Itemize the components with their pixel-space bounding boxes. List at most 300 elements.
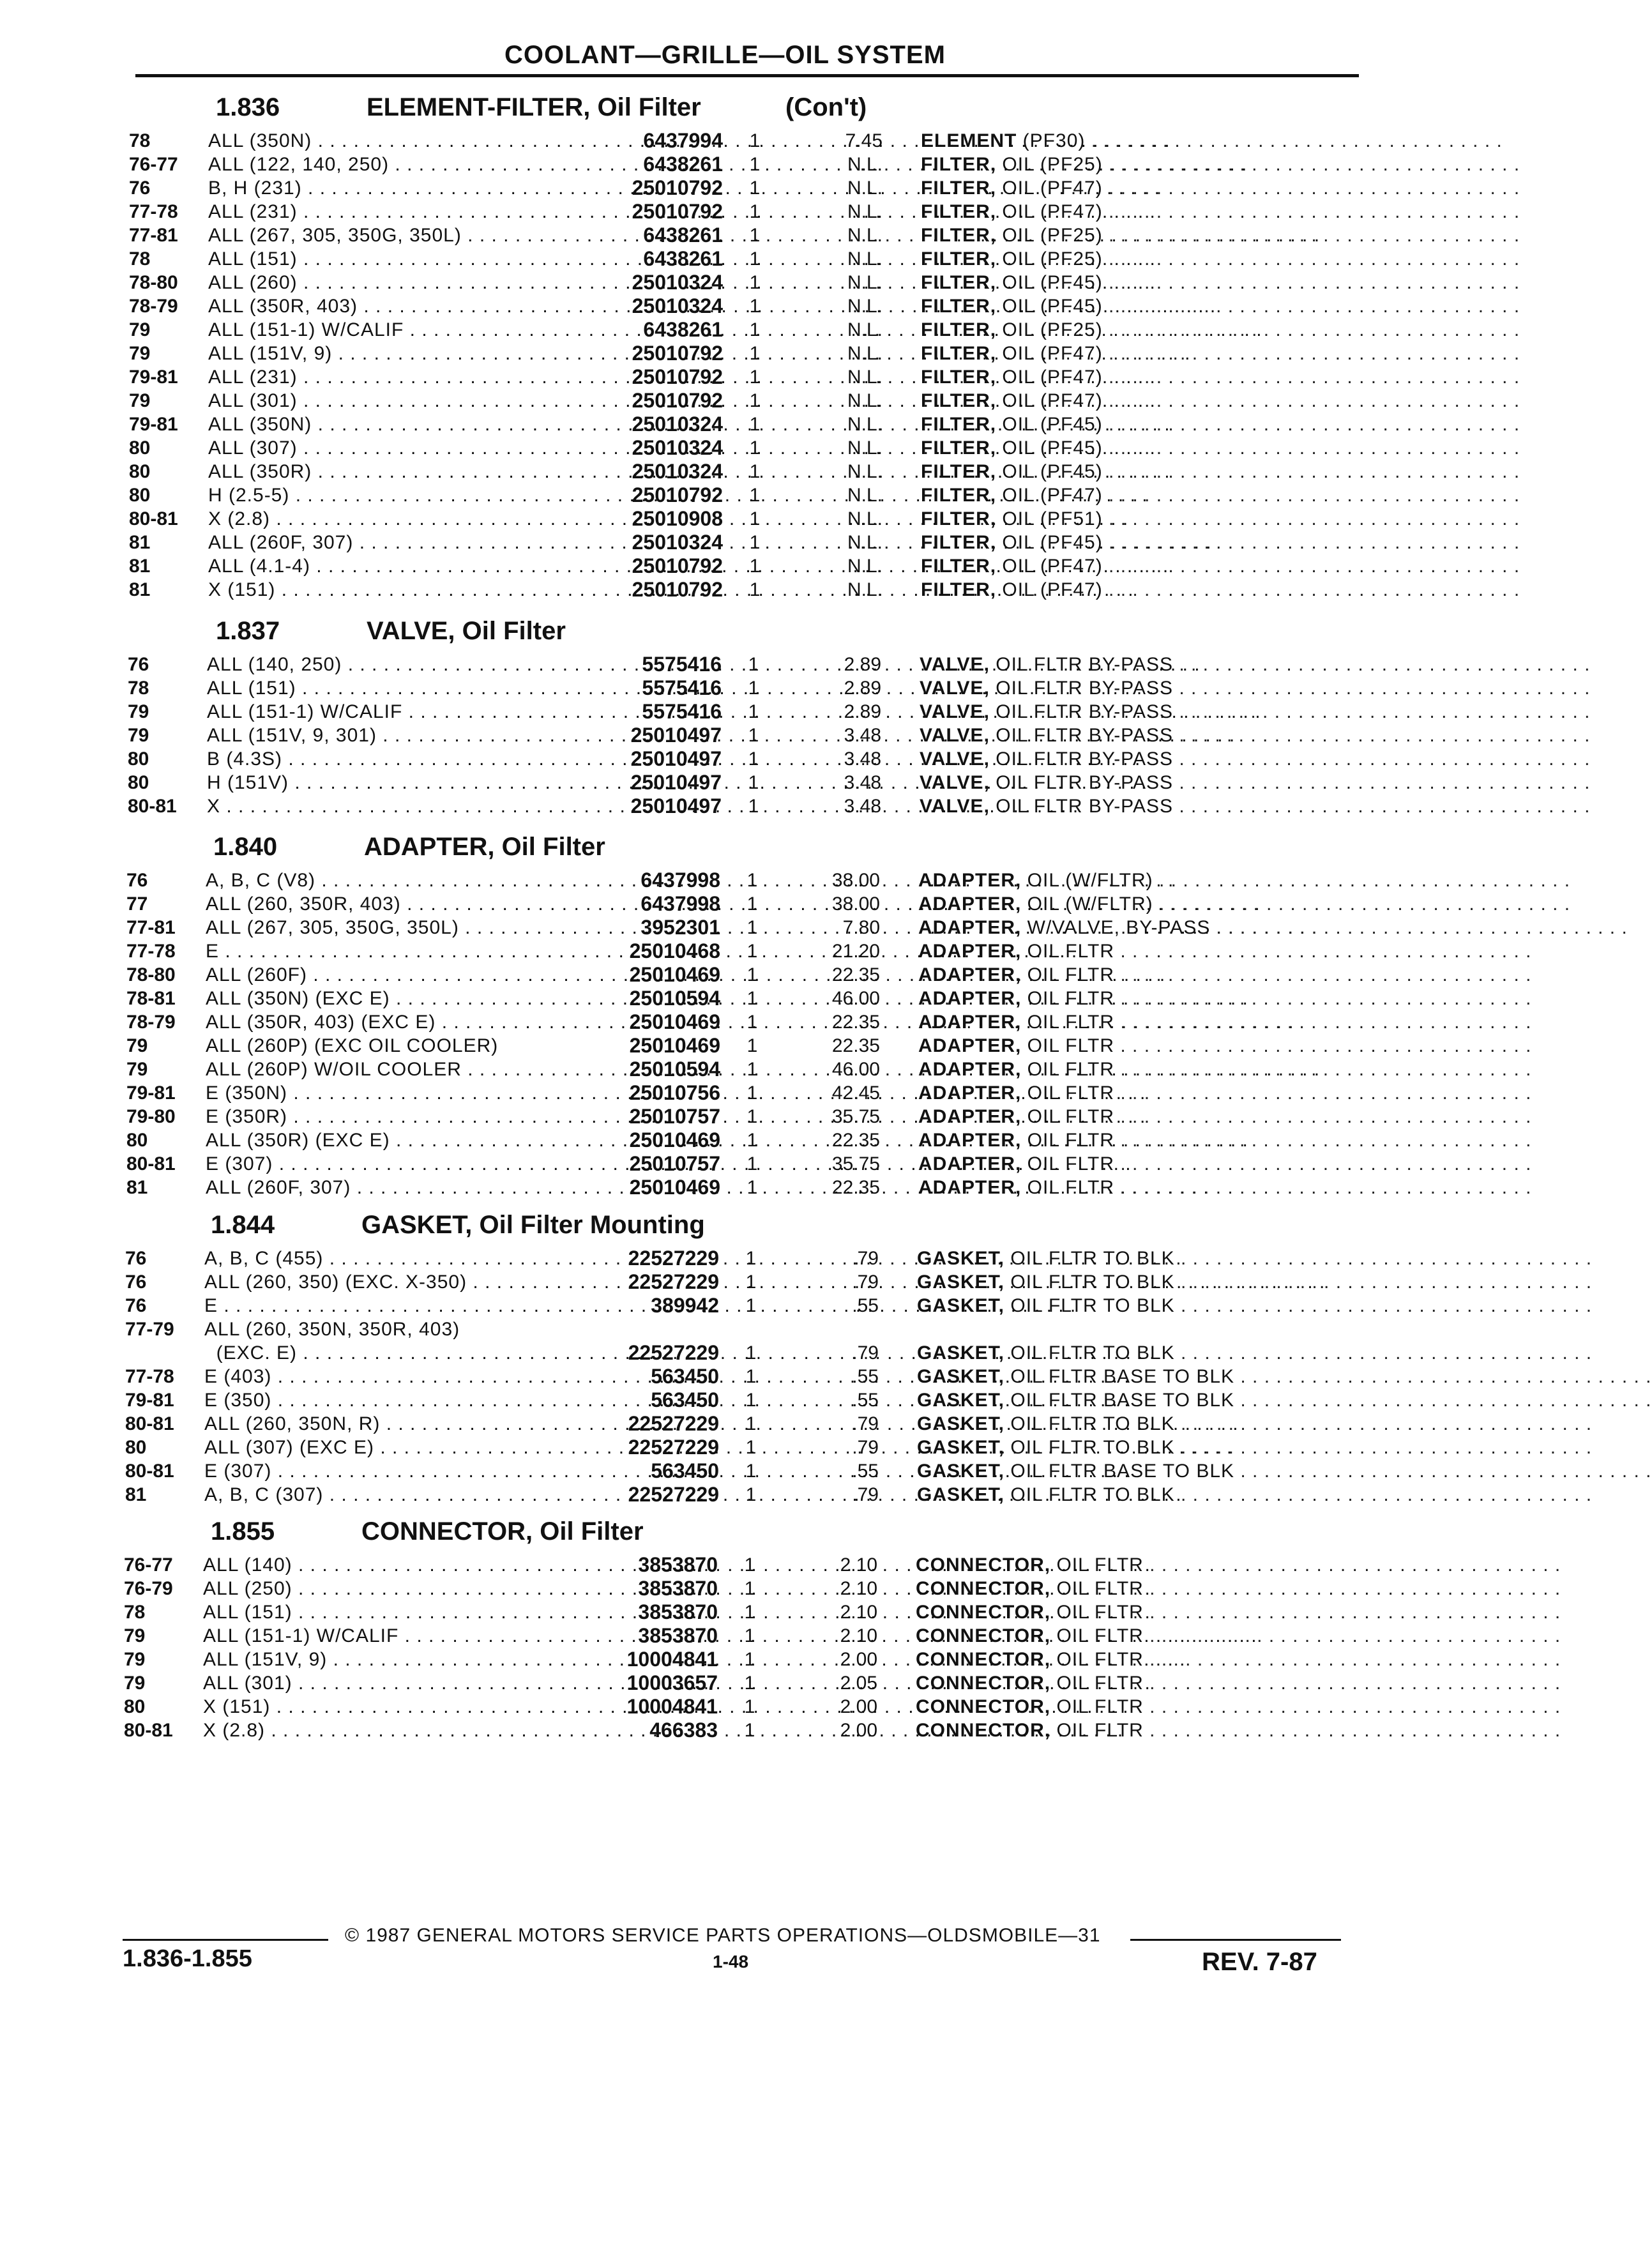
description bbox=[917, 1412, 1593, 1436]
leader-dots: . . . . . . . . . . . . . . . . . . . . . . . . . . . . . . . . . . . bbox=[1114, 964, 1532, 985]
part-row bbox=[129, 200, 1520, 224]
model-years: 81 bbox=[129, 556, 151, 577]
application: E (350R) . . . bbox=[206, 1105, 550, 1128]
price: N.L. bbox=[847, 296, 883, 317]
price: N.L. bbox=[847, 367, 883, 388]
application: X (151) . . . bbox=[203, 1695, 548, 1719]
description bbox=[921, 318, 1520, 342]
application: A, B, C (455) . . . bbox=[204, 1247, 549, 1270]
price: 21.20 bbox=[831, 941, 880, 962]
quantity: 1 bbox=[749, 201, 761, 222]
description bbox=[916, 1695, 1561, 1719]
description-noun: CONNECTOR, bbox=[916, 1602, 1051, 1623]
part-row bbox=[129, 176, 1520, 200]
application: ALL (151-1) W/CALIF . . . bbox=[207, 700, 552, 724]
price: N.L. bbox=[847, 414, 883, 435]
leader-dots: . . . . . . . . . . . . . . . . . . . . . . . . . . . . . . . . . . . bbox=[1143, 1625, 1561, 1646]
model-years: 80-81 bbox=[125, 1413, 174, 1434]
description-noun: GASKET, bbox=[917, 1437, 1005, 1458]
description bbox=[920, 700, 1591, 724]
quantity: 1 bbox=[749, 367, 761, 388]
price: 2.00 bbox=[840, 1649, 877, 1670]
price: N.L. bbox=[847, 508, 883, 529]
model-years: 77-78 bbox=[125, 1366, 174, 1387]
description bbox=[921, 413, 1520, 436]
description bbox=[916, 1553, 1561, 1577]
model-years: 76-77 bbox=[129, 154, 178, 175]
model-years: 78 bbox=[129, 130, 151, 151]
description bbox=[921, 436, 1520, 460]
part-number: 22527229 bbox=[628, 1436, 719, 1459]
description bbox=[920, 794, 1591, 818]
description bbox=[921, 129, 1503, 153]
model-years: 76 bbox=[125, 1248, 147, 1269]
part-row bbox=[129, 483, 1520, 507]
description bbox=[921, 153, 1520, 176]
price: N.L. bbox=[847, 532, 883, 553]
description-noun: ADAPTER, bbox=[918, 1035, 1022, 1056]
description-noun: ADAPTER, bbox=[918, 1153, 1022, 1174]
part-number: 25010469 bbox=[629, 1128, 720, 1151]
quantity: 1 bbox=[744, 1625, 755, 1646]
leader-dots: . . . . . . . . . . . . . . . . . . . . . . . . . . . . . . . . . . . bbox=[1174, 1295, 1593, 1316]
part-number: 25010469 bbox=[629, 963, 720, 986]
part-row bbox=[125, 1318, 1402, 1341]
model-years: 80 bbox=[129, 485, 151, 506]
part-number: 25010908 bbox=[632, 507, 723, 530]
leader-dots: . . . . . . . . . . . . . . . . . . . . . . . . . . . . . . . . . . . bbox=[1174, 1484, 1593, 1505]
part-number: 25010594 bbox=[629, 987, 720, 1010]
application: E . . . bbox=[206, 939, 550, 963]
part-row bbox=[129, 436, 1520, 460]
part-number: 3952301 bbox=[640, 916, 720, 939]
quantity: 1 bbox=[748, 701, 759, 722]
description bbox=[920, 653, 1591, 676]
application: ALL (140) . . . bbox=[203, 1553, 548, 1577]
description-noun: GASKET, bbox=[917, 1461, 1005, 1482]
application: ALL (350R, 403) (EXC E) . . . bbox=[206, 1010, 550, 1034]
description bbox=[920, 724, 1591, 747]
leader-dots: . . . . . . . . . . . . . . . . . . . . . . . . . . . . . . . . . . . bbox=[1114, 1153, 1532, 1174]
leader-dots: . . . . . . . . . . . . . . . . . . . . . . . . . . . . . . . . . . . bbox=[1114, 1106, 1532, 1127]
description-noun: VALVE, bbox=[920, 725, 990, 746]
leader-dots: . . . . . . . . . . . . . . . . . . . . . . . . . . . . . . . . . . . bbox=[1174, 1413, 1593, 1434]
part-row bbox=[126, 987, 1532, 1010]
part-number: 25010792 bbox=[632, 578, 723, 601]
leader-dots: . . . . . . . . . . . . . . . . . . . . . . . . . . . . . . . . . . . bbox=[1114, 1177, 1532, 1198]
quantity: 1 bbox=[746, 988, 758, 1009]
part-number: 389942 bbox=[651, 1294, 719, 1317]
description-detail: OIL FLTR bbox=[1050, 1625, 1144, 1646]
model-years: 77-79 bbox=[125, 1319, 174, 1340]
description-detail: OIL (PF25) bbox=[996, 154, 1103, 175]
description-noun: CONNECTOR, bbox=[916, 1673, 1051, 1694]
quantity: 1 bbox=[745, 1248, 757, 1269]
application: ALL (350R, 403) . . . bbox=[208, 294, 553, 318]
description-detail: OIL (W/FLTR) bbox=[1021, 893, 1153, 915]
description-detail: OIL (PF45) bbox=[996, 437, 1103, 459]
description-detail: OIL (PF45) bbox=[996, 272, 1103, 293]
application: X (151) . . . bbox=[208, 578, 553, 602]
leader-dots: . . . . . . . . . . . . . . . . . . . . . . . . . . . . . . . . . . . bbox=[1102, 154, 1520, 175]
part-row bbox=[129, 460, 1520, 483]
model-years: 80 bbox=[128, 748, 149, 770]
model-years: 81 bbox=[129, 532, 151, 553]
price: .79 bbox=[852, 1342, 879, 1363]
application: X (2.8) . . . bbox=[203, 1719, 548, 1742]
leader-dots: . . . . . . . . . . . . . . . . . . . . . . . . . . . . . . . . . . . bbox=[1114, 941, 1532, 962]
description-noun: FILTER, bbox=[921, 178, 997, 199]
description bbox=[917, 1270, 1593, 1294]
description bbox=[918, 1152, 1532, 1176]
part-row bbox=[128, 747, 1591, 771]
price: 2.10 bbox=[840, 1554, 877, 1576]
description-detail: OIL (PF47) bbox=[996, 367, 1103, 388]
part-row bbox=[129, 531, 1520, 554]
price: 35.75 bbox=[831, 1106, 880, 1127]
model-years: 76 bbox=[125, 1272, 147, 1293]
part-row bbox=[125, 1436, 1593, 1459]
description-detail: OIL FLTR bbox=[1021, 1059, 1115, 1080]
description bbox=[921, 224, 1520, 247]
section-number: 1.855 bbox=[211, 1517, 275, 1546]
description bbox=[918, 1058, 1532, 1081]
part-number: 25010324 bbox=[632, 531, 723, 554]
model-years: 77-78 bbox=[126, 941, 176, 962]
model-years: 79 bbox=[124, 1649, 146, 1670]
price: 46.00 bbox=[831, 1059, 880, 1080]
description-noun: VALVE, bbox=[920, 678, 990, 699]
part-number: 6438261 bbox=[643, 224, 723, 247]
part-number: 3853870 bbox=[638, 1624, 718, 1647]
model-years: 80-81 bbox=[125, 1461, 174, 1482]
quantity: 1 bbox=[745, 1390, 757, 1411]
quantity: 1 bbox=[744, 1696, 755, 1717]
description-detail: OIL (PF25) bbox=[996, 225, 1103, 246]
price: 3.48 bbox=[844, 725, 881, 746]
description-detail: OIL FLTR bbox=[1021, 1130, 1115, 1151]
application: A, B, C (V8) . . . bbox=[206, 869, 550, 892]
model-years: 79-81 bbox=[129, 414, 178, 435]
description bbox=[916, 1719, 1561, 1742]
leader-dots: . . . . . . . . . . . . . . . . . . . . . . . . . . . . . . . . . . . bbox=[1153, 893, 1571, 915]
part-row bbox=[129, 507, 1520, 531]
leader-dots: . . . . . . . . . . . . . . . . . . . . . . . . . . . . . . . . . . . bbox=[1102, 248, 1520, 270]
description-noun: ADAPTER, bbox=[918, 1177, 1022, 1198]
description bbox=[916, 1600, 1561, 1624]
price: N.L. bbox=[847, 390, 883, 411]
model-years: 80 bbox=[128, 772, 149, 793]
model-years: 78-80 bbox=[129, 272, 178, 293]
section-continued-label: (Con't) bbox=[785, 93, 867, 121]
description-detail: OIL (PF51) bbox=[996, 508, 1103, 529]
part-number: 6438261 bbox=[643, 247, 723, 270]
part-number: 25010469 bbox=[629, 1176, 720, 1199]
leader-dots: . . . . . . . . . . . . . . . . . . . . . . . . . . . . . . . . . . . bbox=[1102, 556, 1520, 577]
quantity: 1 bbox=[749, 296, 761, 317]
application: ALL (307) . . . bbox=[208, 436, 553, 460]
application: E (350N) . . . bbox=[206, 1081, 550, 1105]
description-noun: ADAPTER, bbox=[918, 1082, 1022, 1104]
footer-copyright: © 1987 GENERAL MOTORS SERVICE PARTS OPERATIONS—OLDSMOBILE—31 bbox=[345, 1925, 1101, 1946]
model-years: 77-81 bbox=[129, 225, 178, 246]
description-noun: ADAPTER, bbox=[918, 917, 1022, 938]
model-years: 78-79 bbox=[129, 296, 178, 317]
part-number: 10004841 bbox=[626, 1648, 718, 1671]
description-detail: W/VALVE, BY-PASS bbox=[1021, 917, 1211, 938]
model-years: 76 bbox=[128, 654, 149, 675]
part-row bbox=[128, 771, 1591, 794]
leader-dots: . . . . . . . . . . . . . . . . . . . . . . . . . . . . . . . . . . . bbox=[1173, 748, 1591, 770]
part-row bbox=[126, 1010, 1532, 1034]
leader-dots: . . . . . . . . . . . . . . . . . . . . . . . . . . . . . . . . . . . bbox=[1102, 437, 1520, 459]
quantity: 1 bbox=[746, 1082, 758, 1104]
part-row bbox=[126, 963, 1532, 987]
price: 2.10 bbox=[840, 1578, 877, 1599]
description bbox=[917, 1388, 1652, 1412]
description bbox=[921, 460, 1520, 483]
page-header-title: COOLANT—GRILLE—OIL SYSTEM bbox=[504, 41, 946, 69]
application: ALL (4.1-4) . . . bbox=[208, 554, 553, 578]
description-noun: FILTER, bbox=[921, 437, 997, 459]
part-row bbox=[124, 1553, 1561, 1577]
application: ALL (122, 140, 250) . . . bbox=[208, 153, 553, 176]
part-number: 25010497 bbox=[630, 794, 722, 817]
section-title: VALVE, Oil Filter bbox=[367, 617, 566, 645]
description bbox=[918, 1081, 1532, 1105]
application: ALL (151) . . . bbox=[208, 247, 553, 271]
description-noun: FILTER, bbox=[921, 248, 997, 270]
description-noun: FILTER, bbox=[921, 556, 997, 577]
price: N.L. bbox=[847, 201, 883, 222]
leader-dots: . . . . . . . . . . . . . . . . . . . . . . . . . . . . . . . . . . . bbox=[1102, 178, 1520, 199]
description-noun: GASKET, bbox=[917, 1413, 1005, 1434]
description bbox=[921, 247, 1520, 271]
quantity: 1 bbox=[744, 1578, 755, 1599]
quantity: 1 bbox=[749, 178, 761, 199]
price: 22.35 bbox=[831, 1177, 880, 1198]
leader-dots: . . . . . . . . . . . . . . . . . . . . . . . . . . . . . . . . . . . bbox=[1173, 796, 1591, 817]
description-detail: OIL (PF45) bbox=[996, 296, 1103, 317]
part-number: 25010792 bbox=[632, 342, 723, 365]
quantity: 1 bbox=[749, 461, 761, 482]
part-number: 563450 bbox=[651, 1459, 719, 1482]
leader-dots: . . . . . . . . . . . . . . . . . . . . . . . . . . . . . . . . . . . bbox=[1114, 1059, 1532, 1080]
leader-dots: . . . . . . . . . . . . . . . . . . . . . . . . . . . . . . . . . . . bbox=[1102, 485, 1520, 506]
part-row bbox=[124, 1624, 1561, 1648]
application: E (350) . . . bbox=[204, 1388, 549, 1412]
description bbox=[921, 294, 1520, 318]
section-title: CONNECTOR, Oil Filter bbox=[361, 1517, 644, 1546]
description-detail: OIL (PF47) bbox=[996, 201, 1103, 222]
leader-dots: . . . . . . . . . . . . . . . . . . . . . . . . . . . . . . . . . . . bbox=[1114, 1082, 1532, 1104]
application: ALL (151) . . . bbox=[203, 1600, 548, 1624]
quantity: 1 bbox=[744, 1720, 755, 1741]
price: 2.89 bbox=[844, 654, 881, 675]
leader-dots: . . . . . . . . . . . . . . . . . . . . . . . . . . . . . . . . . . . bbox=[1143, 1602, 1561, 1623]
footer-rule-left bbox=[123, 1939, 328, 1941]
quantity: 1 bbox=[746, 870, 758, 891]
description-detail: OIL FLTR bbox=[1021, 1082, 1115, 1104]
quantity: 1 bbox=[746, 1059, 758, 1080]
application: ALL (260F, 307) . . . bbox=[208, 531, 553, 554]
quantity: 1 bbox=[749, 248, 761, 270]
application: ALL (267, 305, 350G, 350L) . . . bbox=[206, 916, 550, 939]
application: ALL (231) . . . bbox=[208, 200, 553, 224]
part-number: 25010792 bbox=[632, 554, 723, 577]
leader-dots: . . . . . . . . . . . . . . . . . . . . . . . . . . . . . . . . . . . bbox=[1173, 654, 1591, 675]
model-years: 79 bbox=[126, 1059, 148, 1080]
description-noun: GASKET, bbox=[917, 1272, 1005, 1293]
leader-dots: . . . . . . . . . . . . . . . . . . . . . . . . . . . . . . . . . . . bbox=[1102, 225, 1520, 246]
description-detail: OIL FLTR TO BLK bbox=[1004, 1437, 1175, 1458]
quantity: 1 bbox=[745, 1413, 757, 1434]
price: 3.48 bbox=[844, 772, 881, 793]
description-detail: OIL FLTR BASE TO BLK bbox=[1004, 1390, 1235, 1411]
description bbox=[916, 1624, 1561, 1648]
model-years: 78 bbox=[128, 678, 149, 699]
price: 3.48 bbox=[844, 796, 881, 817]
part-row bbox=[125, 1412, 1593, 1436]
price: 7.45 bbox=[845, 130, 883, 151]
price: 35.75 bbox=[831, 1153, 880, 1174]
leader-dots: . . . . . . . . . . . . . . . . . . . . . . . . . . . . . . . . . . . bbox=[1102, 461, 1520, 482]
part-number: 25010594 bbox=[629, 1058, 720, 1081]
description-detail: OIL FLTR BY-PASS bbox=[989, 678, 1173, 699]
price: N.L. bbox=[847, 248, 883, 270]
description-detail: OIL FLTR BY-PASS bbox=[989, 772, 1173, 793]
quantity: 1 bbox=[746, 1106, 758, 1127]
description-noun: ADAPTER, bbox=[918, 988, 1022, 1009]
application: E (403) . . . bbox=[204, 1365, 549, 1388]
description-noun: FILTER, bbox=[921, 296, 997, 317]
leader-dots: . . . . . . . . . . . . . . . . . . . . . . . . . . . . . . . . . . . bbox=[1173, 678, 1591, 699]
description-noun: FILTER, bbox=[921, 461, 997, 482]
price: N.L. bbox=[847, 461, 883, 482]
description bbox=[921, 271, 1520, 294]
application: ALL (260, 350N, R) . . . bbox=[204, 1412, 549, 1436]
description-noun: ADAPTER, bbox=[918, 1106, 1022, 1127]
description-detail: OIL (PF47) bbox=[996, 343, 1103, 364]
description-detail: OIL (PF47) bbox=[996, 390, 1103, 411]
description-noun: ADAPTER, bbox=[918, 1012, 1022, 1033]
part-row bbox=[125, 1459, 1652, 1483]
part-row bbox=[125, 1483, 1593, 1507]
description-noun: FILTER, bbox=[921, 319, 997, 340]
price: 2.00 bbox=[840, 1696, 877, 1717]
quantity: 1 bbox=[748, 772, 759, 793]
description-noun: ADAPTER, bbox=[918, 893, 1022, 915]
part-number: 22527229 bbox=[628, 1270, 719, 1293]
description-noun: FILTER, bbox=[921, 532, 997, 553]
description-noun: GASKET, bbox=[917, 1390, 1005, 1411]
description-detail: OIL FLTR bbox=[1050, 1602, 1144, 1623]
part-row bbox=[128, 653, 1591, 676]
quantity: 1 bbox=[749, 579, 761, 600]
description-detail: OIL FLTR BASE TO BLK bbox=[1004, 1461, 1235, 1482]
description-noun: FILTER, bbox=[921, 154, 997, 175]
quantity: 1 bbox=[748, 796, 759, 817]
model-years: 81 bbox=[126, 1177, 148, 1198]
part-row bbox=[126, 1176, 1532, 1199]
description-detail: (PF30) bbox=[1017, 130, 1086, 151]
model-years: 79 bbox=[129, 390, 151, 411]
leader-dots: . . . . . . . . . . . . . . . . . . . . . . . . . . . . . . . . . . . bbox=[1102, 272, 1520, 293]
quantity: 1 bbox=[749, 508, 761, 529]
part-number: 3853870 bbox=[638, 1553, 718, 1576]
model-years: 78-79 bbox=[126, 1012, 176, 1033]
description bbox=[918, 1034, 1532, 1058]
model-years: 81 bbox=[125, 1484, 147, 1505]
application: E (307) . . . bbox=[206, 1152, 550, 1176]
description-detail: OIL FLTR bbox=[1021, 1177, 1115, 1198]
description bbox=[918, 1105, 1532, 1128]
application: ALL (267, 305, 350G, 350L) . . . bbox=[208, 224, 553, 247]
price: .79 bbox=[852, 1272, 879, 1293]
part-row bbox=[126, 1081, 1532, 1105]
model-years: 80-81 bbox=[124, 1720, 173, 1741]
leader-dots: . . . . . . . . . . . . . . . . . . . . . . . . . . . . . . . . . . . bbox=[1234, 1390, 1652, 1411]
application: ALL (151V, 9) . . . bbox=[208, 342, 553, 365]
part-number: 563450 bbox=[651, 1388, 719, 1411]
part-number: 10004841 bbox=[626, 1695, 718, 1718]
application: ALL (301) . . . bbox=[203, 1671, 548, 1695]
application: H (2.5-5) . . . bbox=[208, 483, 553, 507]
description bbox=[920, 771, 1591, 794]
price: 22.35 bbox=[831, 1012, 880, 1033]
quantity: 1 bbox=[745, 1461, 757, 1482]
leader-dots: . . . . . . . . . . . . . . . . . . . . . . . . . . . . . . . . . . . bbox=[1102, 296, 1520, 317]
price: 2.05 bbox=[840, 1673, 877, 1694]
quantity: 1 bbox=[749, 437, 761, 459]
model-years: 80-81 bbox=[128, 796, 177, 817]
model-years: 79-81 bbox=[125, 1390, 174, 1411]
part-number: 25010792 bbox=[632, 483, 723, 506]
price: N.L. bbox=[847, 556, 883, 577]
part-number: 10003657 bbox=[626, 1671, 718, 1694]
quantity: 1 bbox=[749, 532, 761, 553]
price: 22.35 bbox=[831, 1035, 880, 1056]
model-years: 76 bbox=[126, 870, 148, 891]
part-row bbox=[129, 271, 1520, 294]
description-noun: CONNECTOR, bbox=[916, 1696, 1051, 1717]
leader-dots: . . . . . . . . . . . . . . . . . . . . . . . . . . . . . . . . . . . bbox=[1102, 343, 1520, 364]
part-row bbox=[125, 1247, 1593, 1270]
quantity: 1 bbox=[749, 130, 761, 151]
model-years: 76 bbox=[129, 178, 151, 199]
leader-dots: . . . . . . . . . . . . . . . . . . . . . . . . . . . . . . . . . . . bbox=[1174, 1342, 1593, 1363]
part-row bbox=[124, 1648, 1561, 1671]
description-noun: FILTER, bbox=[921, 201, 997, 222]
description-noun: FILTER, bbox=[921, 272, 997, 293]
model-years: 77 bbox=[126, 893, 148, 915]
part-row bbox=[128, 676, 1591, 700]
part-row bbox=[126, 892, 1571, 916]
description-detail: OIL FLTR TO BLK bbox=[1004, 1484, 1175, 1505]
leader-dots: . . . . . . . . . . . . . . . . . . . . . . . . . . . . . . . . . . . bbox=[1143, 1696, 1561, 1717]
part-number: 22527229 bbox=[628, 1483, 719, 1506]
price: 7.80 bbox=[842, 917, 880, 938]
description bbox=[918, 916, 1628, 939]
quantity: 1 bbox=[745, 1437, 757, 1458]
quantity: 1 bbox=[749, 343, 761, 364]
description bbox=[917, 1341, 1593, 1365]
description-noun: FILTER, bbox=[921, 390, 997, 411]
leader-dots: . . . . . . . . . . . . . . . . . . . . . . . . . . . . . . . . . . . bbox=[1234, 1461, 1652, 1482]
description bbox=[921, 200, 1520, 224]
quantity: 1 bbox=[749, 154, 761, 175]
price: 38.00 bbox=[831, 870, 880, 891]
